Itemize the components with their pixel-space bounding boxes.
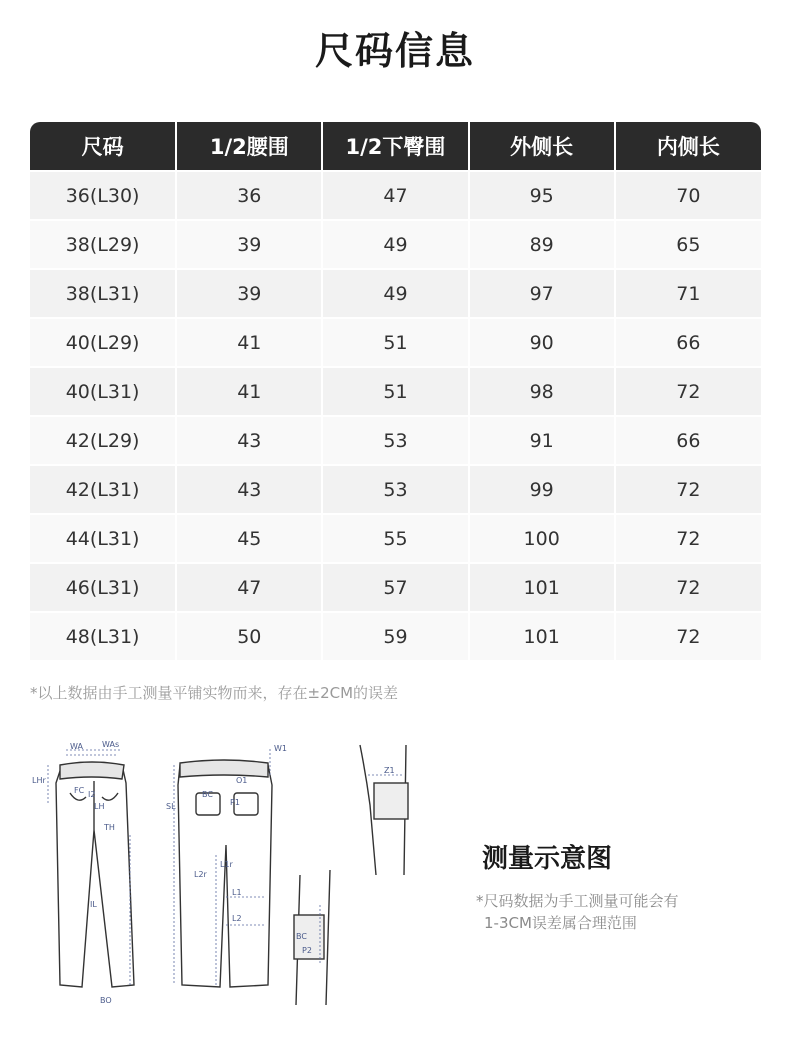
diagram-label-bc-seat: BC xyxy=(296,932,307,941)
table-cell: 97 xyxy=(469,269,615,318)
table-cell: 72 xyxy=(615,563,761,612)
diagram-label-bo: BO xyxy=(100,996,112,1005)
table-header-row xyxy=(30,122,761,171)
diagram-label-lh: LH xyxy=(94,802,105,811)
table-row xyxy=(30,465,761,514)
table-body xyxy=(30,171,761,660)
table-cell: 90 xyxy=(469,318,615,367)
header-half-hip: 1/2下臀围 xyxy=(322,122,468,171)
measurement-note-line1: *尺码数据为手工测量可能会有 xyxy=(476,892,679,910)
table-cell: 50 xyxy=(176,612,322,660)
table-cell: 65 xyxy=(615,220,761,269)
diagram-label-was: WAs xyxy=(102,740,120,749)
diagram-label-wa: WA xyxy=(70,742,83,751)
diagram-label-z1: Z1 xyxy=(384,766,395,775)
table-cell: 71 xyxy=(615,269,761,318)
table-cell: 47 xyxy=(322,171,468,220)
table-cell: 53 xyxy=(322,465,468,514)
table-cell: 49 xyxy=(322,220,468,269)
header-half-waist: 1/2腰围 xyxy=(176,122,322,171)
table-cell: 100 xyxy=(469,514,615,563)
header-size: 尺码 xyxy=(30,122,176,171)
table-cell: 99 xyxy=(469,465,615,514)
diagram-label-sl: SL xyxy=(166,802,176,811)
table-cell: 39 xyxy=(176,220,322,269)
table-cell: 72 xyxy=(615,612,761,660)
table-cell: 36 xyxy=(176,171,322,220)
diagram-label-th: TH xyxy=(104,823,115,832)
table-row xyxy=(30,171,761,220)
table-cell: 91 xyxy=(469,416,615,465)
diagram-label-l1: L1 xyxy=(232,888,242,897)
table-cell: 47 xyxy=(176,563,322,612)
table-row xyxy=(30,416,761,465)
table-cell: 53 xyxy=(322,416,468,465)
measurement-note-line2: 1-3CM误差属合理范围 xyxy=(484,914,637,932)
table-cell: 55 xyxy=(322,514,468,563)
table-cell: 51 xyxy=(322,367,468,416)
table-cell: 43 xyxy=(176,465,322,514)
header-inseam: 内侧长 xyxy=(615,122,761,171)
diagram-label-o1: O1 xyxy=(236,776,248,785)
table-cell: 45 xyxy=(176,514,322,563)
header-outseam: 外侧长 xyxy=(469,122,615,171)
size-table xyxy=(30,122,761,660)
table-cell: 89 xyxy=(469,220,615,269)
table-cell: 70 xyxy=(615,171,761,220)
table-cell: 41 xyxy=(176,318,322,367)
table-cell: 101 xyxy=(469,563,615,612)
table-row xyxy=(30,612,761,660)
table-cell: 42(L31) xyxy=(30,465,176,514)
table-cell: 72 xyxy=(615,367,761,416)
diagram-label-bc: BC xyxy=(202,790,213,799)
table-row xyxy=(30,563,761,612)
table-cell: 44(L31) xyxy=(30,514,176,563)
table-cell: 43 xyxy=(176,416,322,465)
table-row xyxy=(30,514,761,563)
diagram-label-l2r: L2r xyxy=(194,870,207,879)
table-cell: 66 xyxy=(615,318,761,367)
table-cell: 101 xyxy=(469,612,615,660)
table-cell: 48(L31) xyxy=(30,612,176,660)
pants-measurement-diagram xyxy=(30,735,450,1005)
table-cell: 57 xyxy=(322,563,468,612)
table-row xyxy=(30,318,761,367)
measurement-diagram-title: 测量示意图 xyxy=(482,844,613,874)
table-cell: 66 xyxy=(615,416,761,465)
table-cell: 42(L29) xyxy=(30,416,176,465)
table-cell: 95 xyxy=(469,171,615,220)
table-cell: 38(L31) xyxy=(30,269,176,318)
diagram-label-l2: L2 xyxy=(232,914,242,923)
back-waistband xyxy=(180,760,268,777)
table-cell: 40(L31) xyxy=(30,367,176,416)
table-cell: 72 xyxy=(615,465,761,514)
table-row xyxy=(30,367,761,416)
diagram-label-fc: FC xyxy=(74,786,85,795)
table-cell: 39 xyxy=(176,269,322,318)
table-cell: 41 xyxy=(176,367,322,416)
table-cell: 36(L30) xyxy=(30,171,176,220)
measurement-diagram-note xyxy=(476,890,756,934)
table-cell: 51 xyxy=(322,318,468,367)
table-cell: 46(L31) xyxy=(30,563,176,612)
diagram-label-p2: P2 xyxy=(302,946,312,955)
diagram-label-lhr: LHr xyxy=(32,776,46,785)
table-cell: 72 xyxy=(615,514,761,563)
page-title: 尺码信息 xyxy=(314,29,475,73)
diagram-label-il: IL xyxy=(90,900,97,909)
diagram-label-l1r: L1r xyxy=(220,860,233,869)
table-cell: 40(L29) xyxy=(30,318,176,367)
table-row xyxy=(30,269,761,318)
table-cell: 49 xyxy=(322,269,468,318)
diagram-label-i2: I2 xyxy=(88,790,96,799)
table-cell: 38(L29) xyxy=(30,220,176,269)
table-cell: 98 xyxy=(469,367,615,416)
diagram-label-w1: W1 xyxy=(274,744,287,753)
measurement-error-note: *以上数据由手工测量平铺实物而来，存在±2CM的误差 xyxy=(30,684,399,702)
table-cell: 59 xyxy=(322,612,468,660)
diagram-label-p1: P1 xyxy=(230,798,240,807)
table-row xyxy=(30,220,761,269)
front-waistband xyxy=(60,762,124,779)
